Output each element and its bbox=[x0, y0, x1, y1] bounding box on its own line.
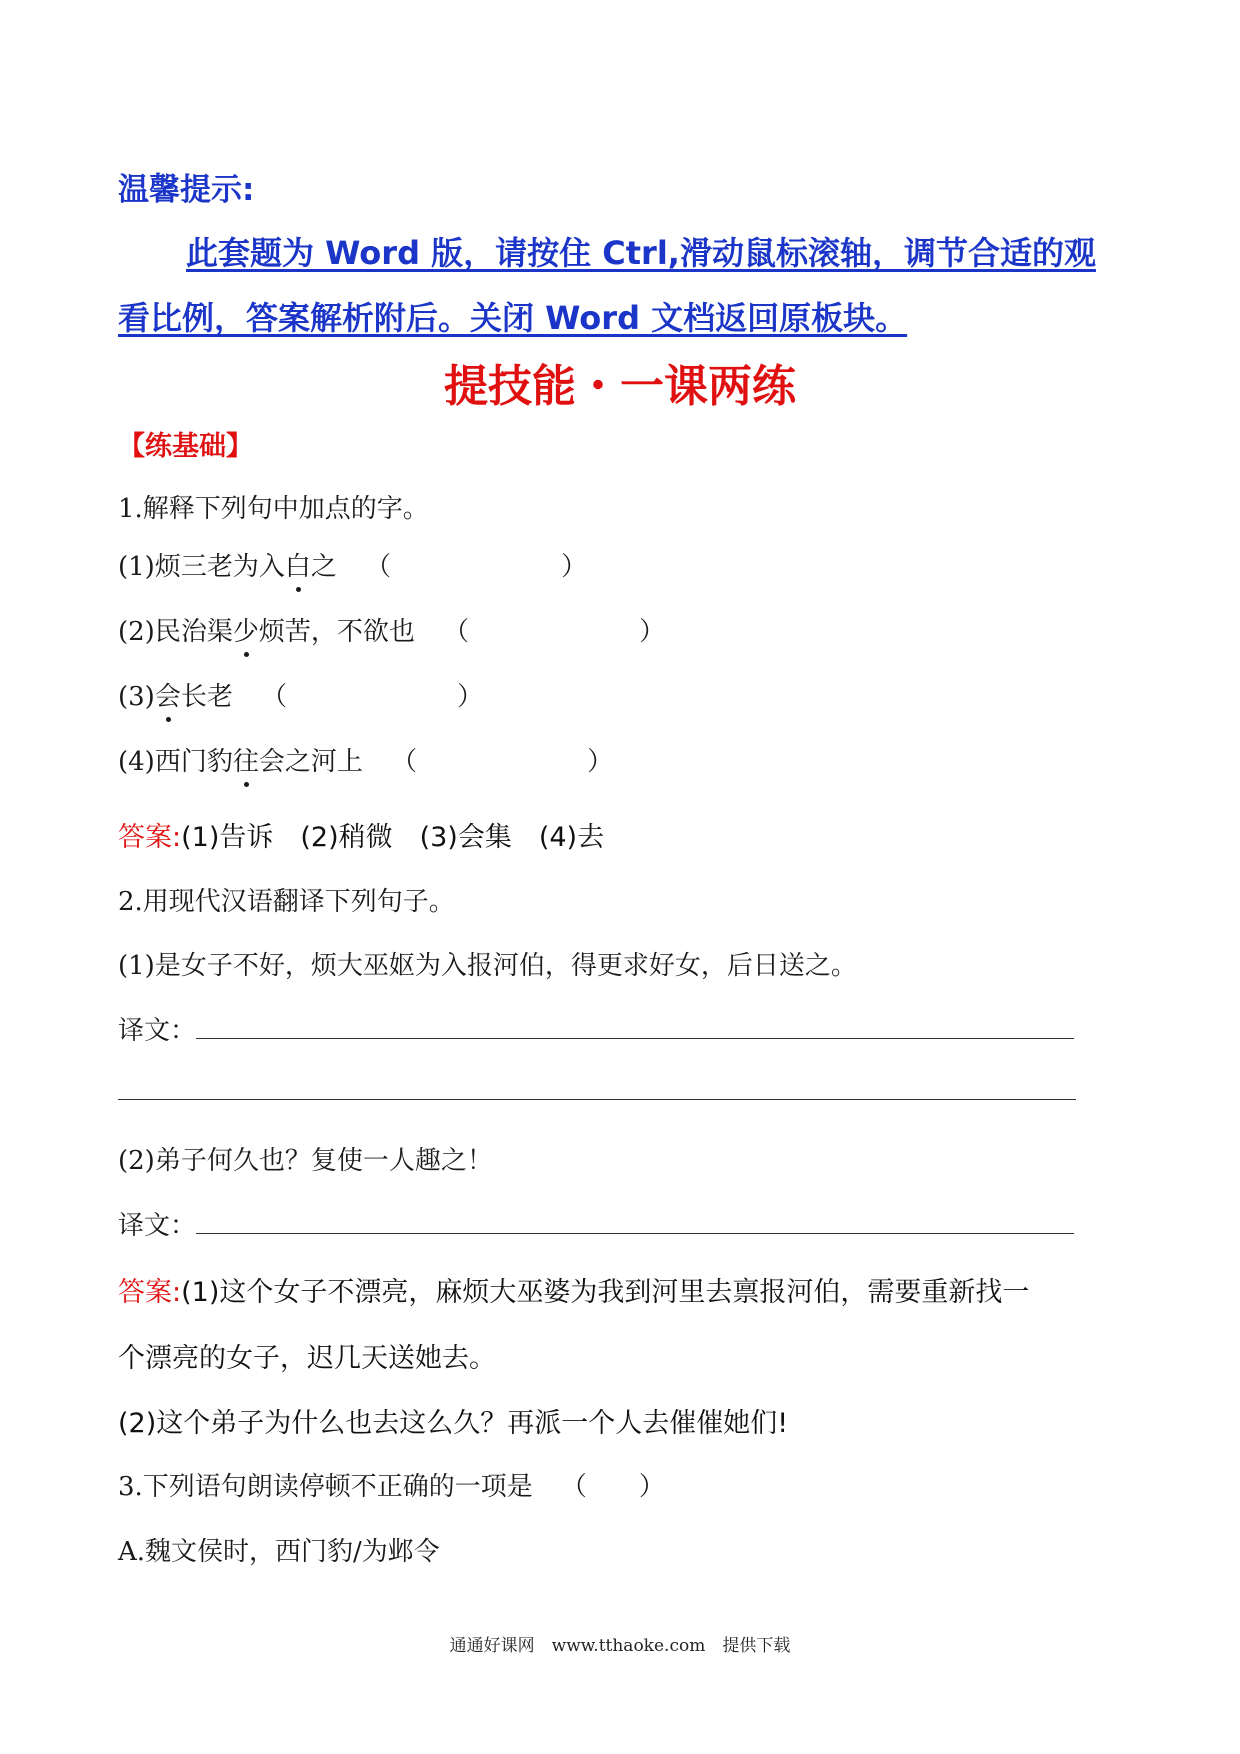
answer-label: 答案: bbox=[118, 1277, 182, 1308]
item-text-pre: (4)西门豹 bbox=[118, 747, 233, 777]
item-text-post: 长老 bbox=[180, 682, 233, 712]
question-1-item-3 bbox=[118, 676, 483, 713]
item-text-pre: (1)烦三老为入 bbox=[118, 552, 285, 582]
item-text-post: 烦苦，不欲也 bbox=[258, 617, 415, 647]
tip-line-1: 此套题为 Word 版，请按住 Ctrl,滑动鼠标滚轴，调节合适的观 bbox=[186, 234, 1096, 272]
question-2-answer-1b: 个漂亮的女子，迟几天送她去。 bbox=[118, 1343, 496, 1374]
question-3-paren[interactable]: （ ） bbox=[560, 1472, 665, 1502]
answer-label: 答案: bbox=[118, 822, 182, 853]
answer-text: (1)告诉 (2)稍微 (3)会集 (4)去 bbox=[181, 822, 605, 853]
dotted-char: 会 bbox=[155, 676, 181, 713]
answer-paren-open: （ bbox=[261, 682, 288, 712]
translation-line[interactable] bbox=[118, 1075, 1076, 1100]
translation-label: 译文： bbox=[118, 1211, 197, 1241]
translation-line[interactable] bbox=[196, 1014, 1074, 1039]
answer-paren-open: （ bbox=[365, 552, 392, 582]
question-2-sentence-1: (1)是女子不好，烦大巫妪为入报河伯，得更求好女，后日送之。 bbox=[118, 951, 857, 981]
question-2-prompt: 2.用现代汉语翻译下列句子。 bbox=[118, 887, 455, 917]
answer-paren-close: ） bbox=[587, 747, 614, 777]
question-1-prompt: 1.解释下列句中加点的字。 bbox=[118, 494, 429, 524]
question-2-answer-1a bbox=[118, 1270, 1029, 1309]
dotted-char: 白 bbox=[285, 546, 311, 583]
question-1-item-4 bbox=[118, 741, 613, 778]
tip-title: 温馨提示: bbox=[118, 172, 255, 208]
question-1-item-1 bbox=[118, 546, 587, 583]
footer: 通通好课网 www.tthaoke.com 提供下载 bbox=[449, 1636, 791, 1656]
question-3-option-a: A.魏文侯时，西门豹/为邺令 bbox=[118, 1537, 440, 1567]
translation-label: 译文： bbox=[118, 1016, 197, 1046]
question-2-sentence-2: (2)弟子何久也？复使一人趣之！ bbox=[118, 1146, 493, 1176]
question-3-prompt bbox=[118, 1466, 665, 1503]
item-text-post: 会之河上 bbox=[258, 747, 363, 777]
translation-row-2 bbox=[118, 1075, 1076, 1107]
answer-paren-close: ） bbox=[561, 552, 588, 582]
page-title: 提技能・一课两练 bbox=[444, 361, 796, 412]
answer-paren-open: （ bbox=[443, 617, 470, 647]
question-3-text: 3.下列语句朗读停顿不正确的一项是 bbox=[118, 1472, 533, 1502]
item-text-pre: (2)民治渠 bbox=[118, 617, 233, 647]
item-text-pre: (3) bbox=[118, 682, 155, 712]
tip-line-2: 看比例，答案解析附后。关闭 Word 文档返回原板块。 bbox=[118, 299, 908, 337]
question-1-item-2 bbox=[118, 611, 665, 648]
dotted-char: 往 bbox=[233, 741, 259, 778]
answer-paren-open: （ bbox=[391, 747, 418, 777]
section-heading: 【练基础】 bbox=[118, 431, 253, 462]
item-text-post: 之 bbox=[310, 552, 337, 582]
translation-row-1 bbox=[118, 1010, 1074, 1047]
answer-paren-close: ） bbox=[457, 682, 484, 712]
question-2-answer-2: (2)这个弟子为什么也去这么久？再派一个人去催催她们! bbox=[118, 1408, 789, 1439]
answer-text: (1)这个女子不漂亮，麻烦大巫婆为我到河里去禀报河伯，需要重新找一 bbox=[181, 1277, 1030, 1308]
translation-line[interactable] bbox=[196, 1209, 1074, 1234]
answer-paren-close: ） bbox=[639, 617, 666, 647]
translation-row-3 bbox=[118, 1205, 1074, 1242]
question-1-answer bbox=[118, 815, 604, 854]
dotted-char: 少 bbox=[233, 611, 259, 648]
